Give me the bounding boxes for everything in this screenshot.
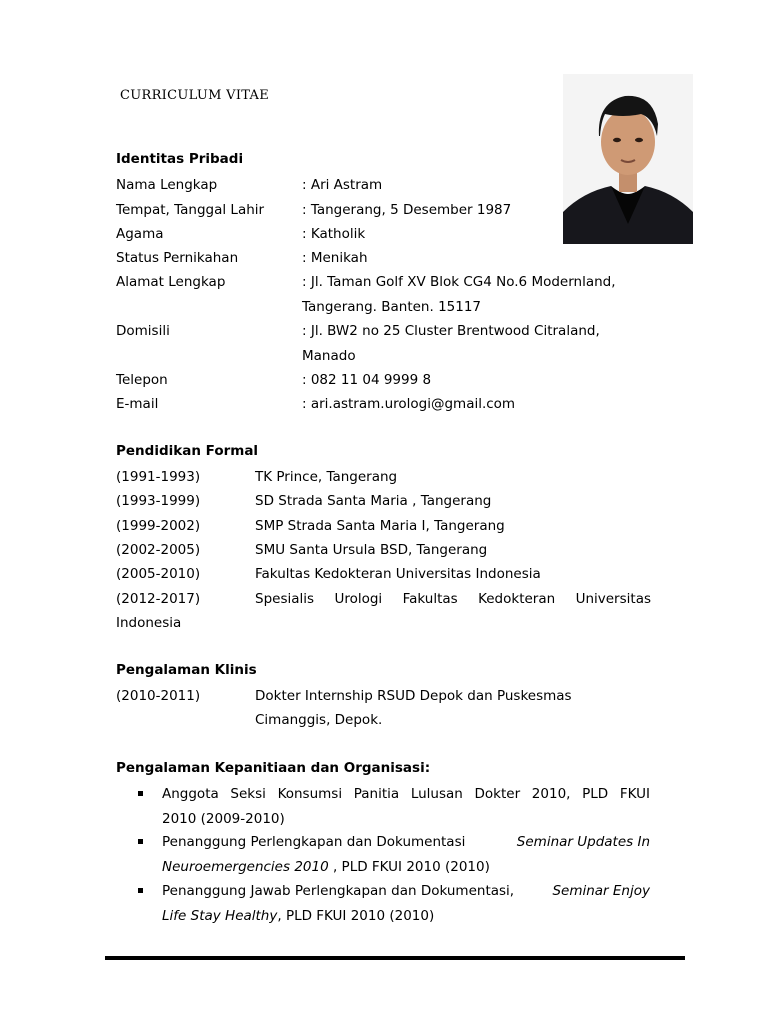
- word: Urologi: [334, 591, 383, 607]
- profile-photo: [563, 74, 693, 244]
- value: : Katholik: [302, 226, 366, 242]
- list-item-text: [162, 782, 650, 831]
- word: Universitas: [575, 591, 651, 607]
- word: 2010,: [531, 786, 571, 802]
- section-klinis-heading: Pengalaman Klinis: [116, 662, 257, 678]
- label: Domisili: [116, 323, 170, 339]
- label: Status Pernikahan: [116, 250, 239, 266]
- bullet-icon: [138, 791, 143, 796]
- event-name: Seminar Enjoy: [552, 883, 650, 899]
- word: FKUI: [619, 786, 650, 802]
- event-name: Seminar Updates In: [516, 834, 650, 850]
- klinis-text-continued: Cimanggis, Depok.: [255, 712, 383, 728]
- edu-school: SMU Santa Ursula BSD, Tangerang: [255, 542, 488, 558]
- cv-title: CURRICULUM VITAE: [120, 88, 269, 103]
- section-pendidikan-heading: Pendidikan Formal: [116, 443, 259, 459]
- value: : Tangerang, 5 Desember 1987: [302, 202, 512, 218]
- bullet-icon: [138, 839, 143, 844]
- value-continued: Manado: [302, 348, 356, 364]
- label: Agama: [116, 226, 164, 242]
- edu-school-continued: Indonesia: [116, 615, 182, 631]
- line: 2010 (2009-2010): [162, 810, 285, 827]
- value: : Jl. Taman Golf XV Blok CG4 No.6 Modernland,: [302, 274, 616, 290]
- section-identitas-heading: Identitas Pribadi: [116, 151, 244, 167]
- word: Dokter: [474, 786, 521, 802]
- edu-year: (2005-2010): [116, 566, 201, 582]
- value: : 082 11 04 9999 8: [302, 372, 432, 388]
- edu-school-justified: [255, 587, 651, 612]
- list-item-text: [162, 879, 650, 928]
- edu-school: SMP Strada Santa Maria I, Tangerang: [255, 518, 505, 534]
- value: : Ari Astram: [302, 177, 383, 193]
- event-name: Life Stay Healthy: [162, 907, 278, 924]
- word: Fakultas: [402, 591, 458, 607]
- edu-year: (2002-2005): [116, 542, 201, 558]
- word: Konsumsi: [277, 786, 343, 802]
- label: Tempat, Tanggal Lahir: [116, 202, 265, 218]
- text: Penanggung Perlengkapan dan Dokumentasi: [162, 834, 466, 850]
- bullet-icon: [138, 888, 143, 893]
- text: , PLD FKUI 2010 (2010): [328, 858, 490, 875]
- word: Spesialis: [255, 591, 315, 607]
- label: E-mail: [116, 396, 159, 412]
- edu-year: (1999-2002): [116, 518, 201, 534]
- edu-year: (1993-1999): [116, 493, 201, 509]
- text: , PLD FKUI 2010 (2010): [277, 907, 435, 924]
- value: : Menikah: [302, 250, 368, 266]
- word: Lulusan: [410, 786, 463, 802]
- klinis-text: Dokter Internship RSUD Depok dan Puskesmas: [255, 688, 572, 704]
- value-continued: Tangerang. Banten. 15117: [302, 299, 482, 315]
- value: : ari.astram.urologi@gmail.com: [302, 396, 516, 412]
- label: Nama Lengkap: [116, 177, 218, 193]
- portrait-image: [563, 74, 693, 244]
- list-item-text: [162, 830, 650, 879]
- word: Seksi: [230, 786, 266, 802]
- label: Telepon: [116, 372, 168, 388]
- value: : Jl. BW2 no 25 Cluster Brentwood Citraland,: [302, 323, 600, 339]
- edu-school: TK Prince, Tangerang: [255, 469, 398, 485]
- word: PLD: [582, 786, 609, 802]
- word: Anggota: [162, 786, 219, 802]
- word: Panitia: [353, 786, 400, 802]
- section-organisasi-heading: Pengalaman Kepanitiaan dan Organisasi:: [116, 760, 431, 776]
- edu-year: (2012-2017): [116, 591, 201, 607]
- edu-school: Fakultas Kedokteran Universitas Indonesia: [255, 566, 541, 582]
- page-divider: [105, 956, 685, 960]
- edu-school: SD Strada Santa Maria , Tangerang: [255, 493, 492, 509]
- label: Alamat Lengkap: [116, 274, 226, 290]
- word: Kedokteran: [478, 591, 556, 607]
- text: Penanggung Jawab Perlengkapan dan Dokumentasi,: [162, 883, 515, 899]
- klinis-year: (2010-2011): [116, 688, 201, 704]
- event-name: Neuroemergencies 2010: [162, 858, 329, 875]
- edu-year: (1991-1993): [116, 469, 201, 485]
